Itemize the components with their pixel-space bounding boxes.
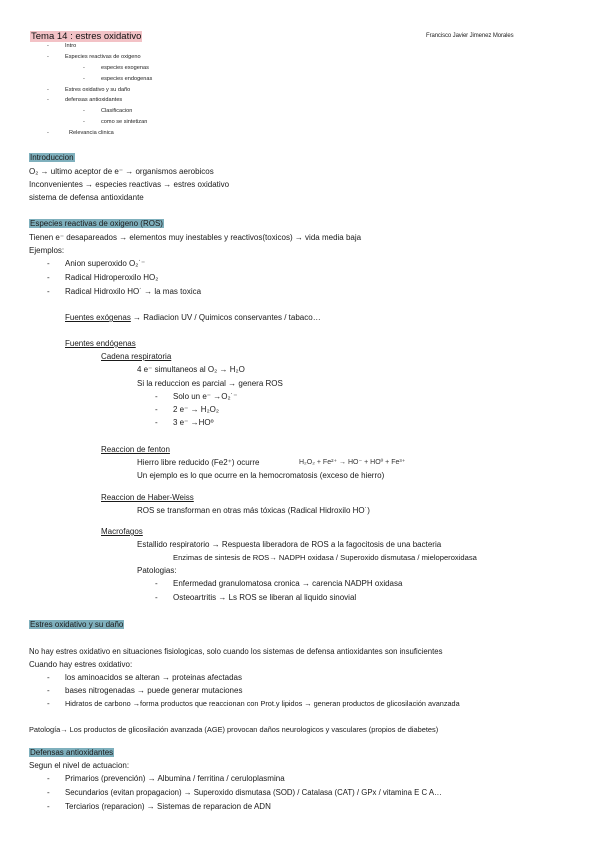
- macro-line: Patologias:: [137, 566, 177, 575]
- cadena-item: 2 e⁻ → H₂O₂: [173, 405, 219, 414]
- defensas-line: Segun el nivel de actuacion:: [29, 761, 130, 770]
- macro-line: Estallido respiratorio → Respuesta liberadora de ROS a la fagocitosis de una bacteria: [137, 540, 442, 549]
- estres-item: los aminoacidos se alteran → proteinas afectadas: [65, 673, 242, 682]
- estres-item: Hidratos de carbono →forma productos que reaccionan con Prot.y lipidos → generan productos de glicosilación avanzada: [65, 699, 460, 708]
- estres-patologia: Patología→ Los productos de glicosilación avanzada (AGE) provocan daños neurologicos y vasculares (propios de diabetes): [29, 725, 439, 734]
- document-page: Tema 14 : estres oxidativo Francisco Javier Jimenez Morales - Intro - Especies reactivas de oxigeno - especies exogenas - especies endogenas - Estres oxidativo y su daño - defensas antioxidantes - Clasificacion - como se sintetizan - Relevancia clinica Introduccion O₂ → ultimo aceptor de e⁻ → organismos aerobicos Inconvenientes → especies reactivas → estres oxidativo sistema de defensa antioxidante Especies reactivas de oxigeno (ROS) Tienen e⁻ desapareados → elementos muy inestables y reactivos(toxicos) → vida media baja Ejemplos: - Anion superoxido O₂˙⁻ - Radical Hidroperoxilo HO₂ - Radical Hidroxilo HO˙ → la mas toxica Fuentes exógenas → Radiacion UV / Quimicos conservantes / tabaco… Fuentes endógenas Cadena respiratoria 4 e⁻ simultaneos al O₂ → H₂O Si la reduccion es parcial → genera ROS - Solo un e⁻ →O₂˙⁻ - 2 e⁻ → H₂O₂ - 3 e⁻ →HOº Reaccion de fenton Hierro libre reducido (Fe2⁺) ocurre H₂O₂ + Fe²⁺ → HO⁻ + HOº + Fe³⁺ Un ejemplo es lo que ocurre en la hemocromatosis (exceso de hierro) Reaccion de Haber-Weiss ROS se transforman en otras más tóxicas (Radical Hidroxilo HO˙) Macrofagos Estallido respiratorio → Respuesta liberadora de ROS a la fagocitosis de una bacteria Enzimas de sintesis de ROS→ NADPH oxidasa / Superoxido dismutasa / mieloperoxidasa Patologias: - Enfermedad granulomatosa cronica → carencia NADPH oxidasa - Osteoartritis → Ls ROS se liberan al liquido sinovial Estres oxidativo y su daño No hay estres oxidativo en situaciones fisiologicas, solo cuando los sistemas de defensa antioxidantes son insuficientes Cuando hay estres oxidativo: - los aminoacidos se alteran → proteinas afectadas - bases nitrogenadas → puede generar mutaciones - Hidratos de carbono →forma productos que reaccionan con Prot.y lipidos → generan productos de glicosilación avanzada Patología→ Los productos de glicosilación avanzada (AGE) provocan daños neurologicos y vasculares (propios de diabetes) Defensas antioxidantes Segun el nivel de actuacion: - Primarios (prevención) → Albumina / ferritina / ceruloplasmina - Secundarios (evitan propagacion) → Superoxido dismutasa (SOD) / Catalasa (CAT) / GPx / vitamina E C A… - Terciarios (reparacion) → Sistemas de reparacion de ADN: [29, 31, 514, 811]
- exogenous-sources: Fuentes exógenas → Radiacion UV / Quimicos conservantes / tabaco…: [65, 313, 321, 322]
- pathology-item: Enfermedad granulomatosa cronica → carencia NADPH oxidasa: [173, 579, 403, 588]
- estres-line: No hay estres oxidativo en situaciones fisiologicas, solo cuando los sistemas de defensa antioxidantes son insuficientes: [29, 647, 443, 656]
- toc-item: Especies reactivas de oxigeno: [65, 54, 141, 60]
- fenton-line: Hierro libre reducido (Fe2⁺) ocurre: [137, 458, 260, 467]
- estres-line: Cuando hay estres oxidativo:: [29, 660, 133, 669]
- estres-item: bases nitrogenadas → puede generar mutaciones: [65, 686, 243, 695]
- section-heading-estres: Estres oxidativo y su daño: [30, 620, 124, 629]
- pathology-item: Osteoartritis → Ls ROS se liberan al liquido sinovial: [173, 593, 357, 602]
- subheading-haber-weiss: Reaccion de Haber-Weiss: [101, 493, 194, 502]
- cadena-item: Solo un e⁻ →O₂˙⁻: [173, 392, 238, 401]
- page-title: Tema 14 : estres oxidativo: [31, 31, 142, 42]
- example-item: Radical Hidroperoxilo HO₂: [65, 273, 159, 282]
- toc-item: Estres oxidativo y su daño: [65, 87, 131, 93]
- cadena-line: Si la reduccion es parcial → genera ROS: [137, 379, 283, 388]
- ros-description: Tienen e⁻ desapareados → elementos muy inestables y reactivos(toxicos) → vida media baja: [29, 233, 362, 242]
- fenton-equation: H₂O₂ + Fe²⁺ → HO⁻ + HOº + Fe³⁺: [299, 459, 406, 466]
- toc-item: Clasificacion: [101, 108, 133, 114]
- subheading-macrofagos: Macrofagos: [101, 527, 143, 536]
- example-item: Anion superoxido O₂˙⁻: [65, 259, 146, 268]
- intro-line: Inconvenientes → especies reactivas → estres oxidativo: [29, 180, 230, 189]
- toc-item: Relevancia clinica: [69, 130, 114, 136]
- section-heading-defensas: Defensas antioxidantes: [30, 748, 114, 757]
- example-item: Radical Hidroxilo HO˙ → la mas toxica: [65, 287, 202, 296]
- section-heading-intro: Introduccion: [30, 153, 74, 162]
- subheading-cadena: Cadena respiratoria: [101, 352, 172, 361]
- endogenous-sources-heading: Fuentes endógenas: [65, 339, 136, 348]
- toc-item: especies exogenas: [101, 65, 149, 71]
- toc-item: defensas antioxidantes: [65, 97, 123, 103]
- author-name: Francisco Javier Jimenez Morales: [426, 33, 514, 39]
- defensas-item: Terciarios (reparacion) → Sistemas de reparacion de ADN: [65, 802, 271, 811]
- subheading-fenton: Reaccion de fenton: [101, 445, 170, 454]
- defensas-item: Primarios (prevención) → Albumina / ferritina / ceruloplasmina: [65, 774, 285, 783]
- defensas-item: Secundarios (evitan propagacion) → Superoxido dismutasa (SOD) / Catalasa (CAT) / GPx / vitamina E C A…: [65, 788, 442, 797]
- fenton-line: Un ejemplo es lo que ocurre en la hemocromatosis (exceso de hierro): [137, 471, 385, 480]
- intro-line: sistema de defensa antioxidante: [29, 193, 144, 202]
- toc-item: Intro: [65, 43, 77, 49]
- intro-line: O₂ → ultimo aceptor de e⁻ → organismos aerobicos: [29, 167, 214, 176]
- macro-line: Enzimas de sintesis de ROS→ NADPH oxidasa / Superoxido dismutasa / mieloperoxidasa: [173, 553, 477, 562]
- examples-label: Ejemplos:: [29, 246, 65, 255]
- cadena-line: 4 e⁻ simultaneos al O₂ → H₂O: [137, 365, 245, 374]
- cadena-item: 3 e⁻ →HOº: [173, 418, 214, 427]
- toc-item: especies endogenas: [101, 76, 153, 82]
- haber-line: ROS se transforman en otras más tóxicas (Radical Hidroxilo HO˙): [137, 506, 370, 515]
- section-heading-ros: Especies reactivas de oxigeno (ROS): [30, 219, 163, 228]
- toc-item: como se sintetizan: [101, 119, 148, 125]
